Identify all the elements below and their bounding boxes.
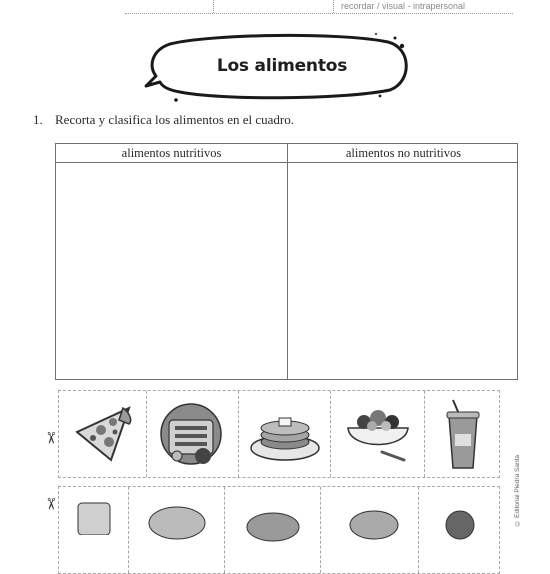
cutout-row: [58, 486, 500, 574]
scissors-icon: ✂: [41, 497, 59, 511]
cutout-pancakes[interactable]: [239, 391, 331, 477]
column-header-nutritivos: alimentos nutritivos: [121, 146, 222, 160]
cutout-apple[interactable]: [419, 487, 501, 573]
cutout-hot-dog[interactable]: [321, 487, 419, 573]
cutout-row: [58, 390, 500, 478]
apple-icon: [440, 501, 480, 541]
instruction-text: Recorta y clasifica los alimentos en el cuadro.: [55, 112, 294, 127]
table-column-divider: [287, 144, 288, 379]
juice-glass-icon: [72, 495, 116, 535]
publisher-credit: © Editorial Piedra Santa: [514, 455, 521, 527]
cutout-salad[interactable]: [129, 487, 225, 573]
food-dish-icon: [243, 503, 303, 543]
instruction-number: 1.: [33, 112, 43, 127]
scissors-icon: ✂: [41, 431, 59, 445]
cutout-soda[interactable]: [425, 391, 501, 477]
header-divider: [213, 0, 214, 13]
cutout-burger[interactable]: [147, 391, 239, 477]
column-header-no-nutritivos: alimentos no nutritivos: [345, 146, 462, 160]
cutout-fruit-bowl[interactable]: [331, 391, 425, 477]
header-divider: [333, 0, 334, 13]
salad-plate-icon: [147, 501, 207, 541]
soda-cup-icon: [443, 396, 483, 472]
instruction: [33, 112, 294, 128]
burger-on-plate-icon: [157, 398, 229, 470]
page-title: Los alimentos: [216, 56, 348, 76]
cutout-pizza[interactable]: [59, 391, 147, 477]
cutout-juice[interactable]: [59, 487, 129, 573]
pancakes-icon: [249, 404, 321, 464]
header-strip: [125, 0, 513, 14]
pizza-slice-icon: [71, 402, 135, 466]
fruit-bowl-icon: [342, 402, 414, 466]
skills-label: recordar / visual - intrapersonal: [341, 1, 466, 11]
classification-table: [55, 143, 518, 380]
hot-dog-icon: [340, 501, 400, 541]
cutout-dish[interactable]: [225, 487, 321, 573]
